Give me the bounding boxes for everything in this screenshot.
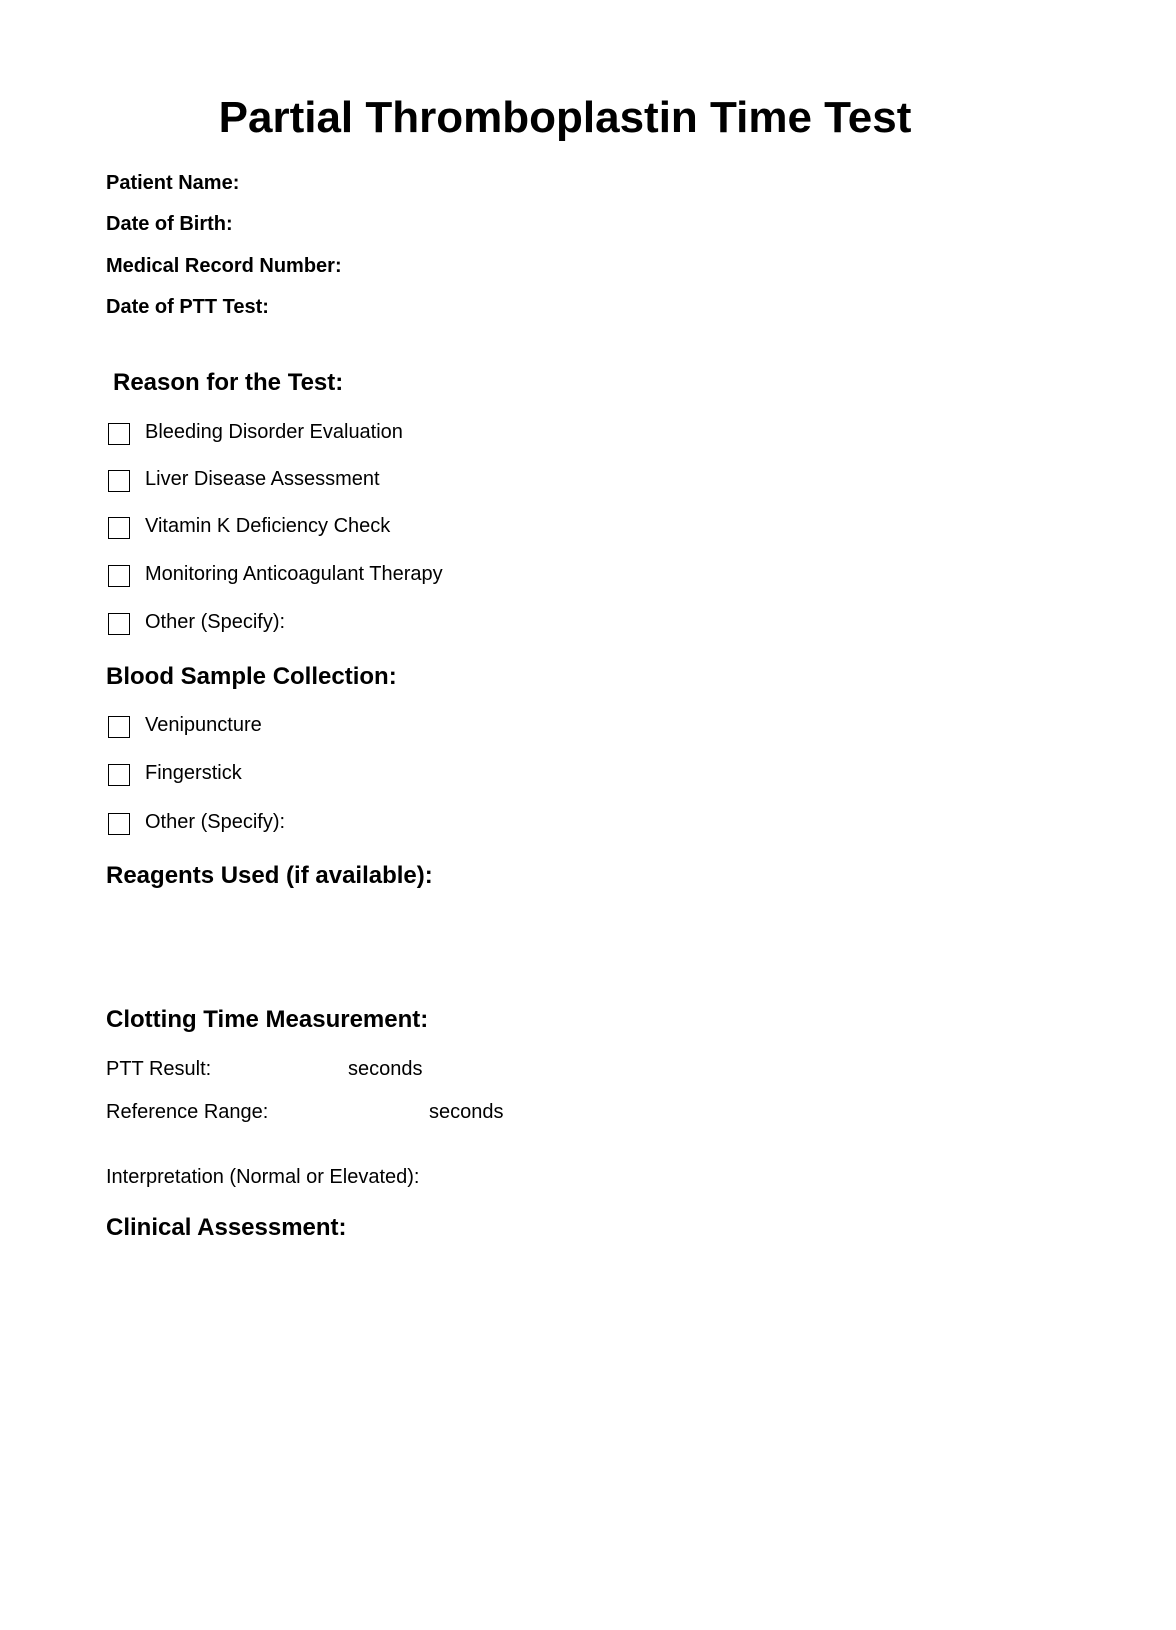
checkbox[interactable] [108,613,130,635]
checkbox[interactable] [108,565,130,587]
collection-option[interactable] [108,809,285,835]
option-label: Venipuncture [145,714,262,736]
reason-option[interactable] [108,561,443,587]
patient-name-label: Patient Name: [106,172,240,194]
clinical-heading: Clinical Assessment: [106,1214,347,1241]
collection-option[interactable] [108,760,242,786]
reason-option[interactable] [108,466,380,492]
option-label: Vitamin K Deficiency Check [145,515,391,537]
option-label: Other (Specify): [145,811,286,833]
reference-range-unit: seconds [429,1101,504,1123]
checkbox[interactable] [108,764,130,786]
interpretation-label: Interpretation (Normal or Elevated): [106,1166,420,1188]
checkbox[interactable] [108,470,130,492]
collection-option[interactable] [108,712,262,738]
test-date-label: Date of PTT Test: [106,296,269,318]
reason-option[interactable] [108,609,285,635]
option-label: Liver Disease Assessment [145,468,380,490]
reason-option[interactable] [108,419,403,445]
checkbox[interactable] [108,517,130,539]
option-label: Monitoring Anticoagulant Therapy [145,563,443,585]
ptt-result-unit: seconds [348,1058,423,1080]
option-label: Bleeding Disorder Evaluation [145,421,403,443]
checkbox[interactable] [108,423,130,445]
reason-option[interactable] [108,513,390,539]
reason-heading: Reason for the Test: [113,369,344,396]
ptt-result-label: PTT Result: [106,1058,212,1080]
checkbox[interactable] [108,813,130,835]
clotting-heading: Clotting Time Measurement: [106,1006,429,1033]
checkbox[interactable] [108,716,130,738]
reference-range-label: Reference Range: [106,1101,269,1123]
option-label: Fingerstick [145,762,242,784]
page-title: Partial Thromboplastin Time Test [218,93,912,142]
collection-heading: Blood Sample Collection: [106,663,397,690]
option-label: Other (Specify): [145,611,286,633]
dob-label: Date of Birth: [106,213,233,235]
mrn-label: Medical Record Number: [106,255,342,277]
reagents-heading: Reagents Used (if available): [106,862,433,889]
